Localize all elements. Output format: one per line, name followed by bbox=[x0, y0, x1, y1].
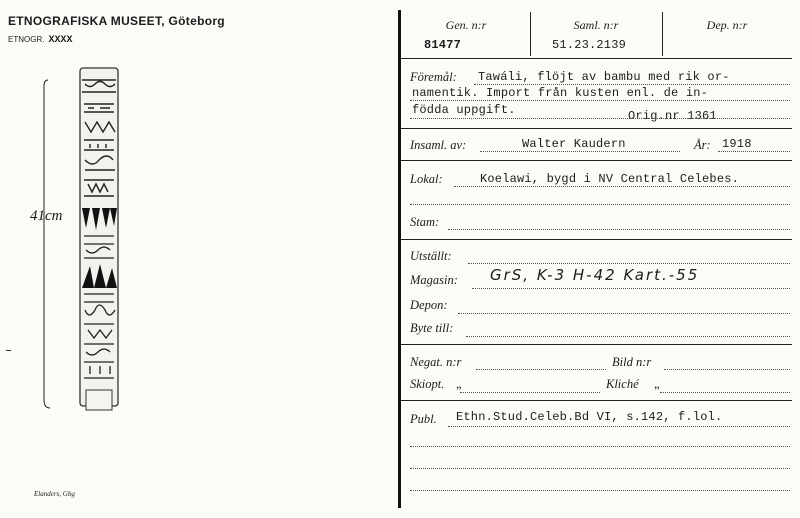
depon-label: Depon: bbox=[410, 298, 448, 312]
dotted-line bbox=[476, 369, 606, 370]
magasin-label: Magasin: bbox=[410, 273, 458, 287]
dotted-line bbox=[410, 468, 790, 469]
museum-title: ETNOGRAFISKA MUSEET, Göteborg bbox=[8, 14, 225, 28]
dotted-line bbox=[448, 229, 790, 230]
section-rule bbox=[401, 160, 792, 161]
dotted-line bbox=[410, 100, 790, 101]
year-label: År: bbox=[694, 138, 711, 152]
dotted-line bbox=[410, 118, 790, 119]
kliche-label: Kliché bbox=[606, 377, 639, 391]
bild-label: Bild n:r bbox=[612, 355, 652, 369]
etnogr-code: XXXX bbox=[48, 35, 73, 46]
dotted-line bbox=[718, 151, 790, 152]
foremal-line-1: Tawáli, flöjt av bambu med rik or- bbox=[478, 70, 730, 84]
foremal-label: Föremål: bbox=[410, 70, 457, 84]
skiopt-label: Skiopt. bbox=[410, 377, 445, 391]
year-value: 1918 bbox=[722, 137, 752, 151]
dotted-line bbox=[460, 392, 600, 393]
printer-imprint: Elanders, Gbg bbox=[34, 490, 75, 498]
etnogr-label: ETNOGR. bbox=[8, 35, 45, 44]
flute-illustration bbox=[30, 60, 130, 420]
card-divider bbox=[398, 10, 401, 508]
dotted-line bbox=[472, 288, 790, 289]
section-rule bbox=[401, 344, 792, 345]
size-annotation: 41cm bbox=[30, 208, 63, 224]
dotted-line bbox=[664, 369, 790, 370]
margin-mark bbox=[6, 350, 11, 351]
lokal-value: Koelawi, bygd i NV Central Celebes. bbox=[480, 172, 740, 186]
saml-nr-value: 51.23.2139 bbox=[552, 38, 627, 52]
gen-nr-value: 81477 bbox=[424, 38, 462, 52]
foremal-line-2: namentik. Import från kusten enl. de in- bbox=[412, 86, 709, 100]
negat-label: Negat. n:r bbox=[410, 355, 462, 369]
lokal-label: Lokal: bbox=[410, 172, 443, 186]
etnogr-line bbox=[8, 35, 72, 46]
insaml-label: Insaml. av: bbox=[410, 138, 467, 152]
dotted-line bbox=[410, 490, 790, 491]
foremal-line-3: födda uppgift. bbox=[412, 103, 516, 117]
byte-label: Byte till: bbox=[410, 321, 454, 335]
column-divider bbox=[530, 12, 531, 56]
column-divider bbox=[662, 12, 663, 56]
kliche-value: „ bbox=[654, 377, 661, 391]
utstallt-label: Utställt: bbox=[410, 249, 452, 263]
dotted-line bbox=[410, 204, 790, 205]
dotted-line bbox=[468, 263, 790, 264]
section-rule bbox=[401, 400, 792, 401]
dotted-line bbox=[448, 426, 790, 427]
orig-nr: Orig.nr 1361 bbox=[628, 109, 717, 123]
dotted-line bbox=[410, 446, 790, 447]
publ-label: Publ. bbox=[410, 412, 437, 426]
dotted-line bbox=[466, 336, 790, 337]
section-rule bbox=[401, 239, 792, 240]
dotted-line bbox=[458, 313, 790, 314]
saml-nr-label: Saml. n:r bbox=[573, 18, 619, 32]
stam-label: Stam: bbox=[410, 215, 440, 229]
gen-nr-label: Gen. n:r bbox=[445, 18, 487, 32]
dotted-line bbox=[480, 151, 680, 152]
dotted-line bbox=[474, 84, 790, 85]
dotted-line bbox=[454, 186, 790, 187]
section-rule bbox=[401, 128, 792, 129]
section-rule bbox=[401, 58, 792, 59]
publ-value: Ethn.Stud.Celeb.Bd VI, s.142, f.lol. bbox=[456, 410, 723, 424]
magasin-value: GrS, K-3 H-42 Kart.-55 bbox=[490, 266, 700, 284]
dotted-line bbox=[660, 392, 790, 393]
insaml-value: Walter Kaudern bbox=[522, 137, 626, 151]
dep-nr-label: Dep. n:r bbox=[706, 18, 748, 32]
skiopt-value: „ bbox=[456, 377, 463, 391]
